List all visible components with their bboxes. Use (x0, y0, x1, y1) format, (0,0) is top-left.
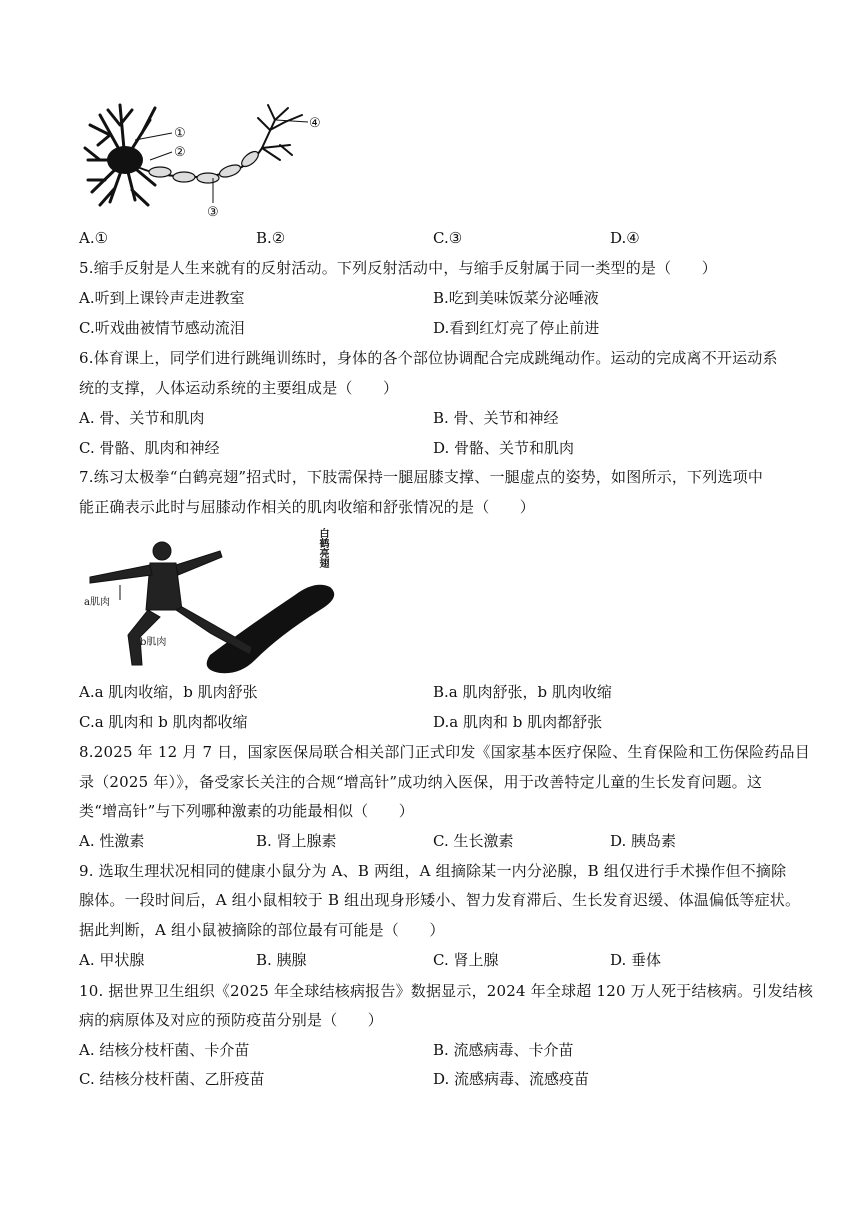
q8-option-c: C. 生长激素 (433, 832, 514, 850)
tai-chi-caption: 白鹤亮翅 (317, 528, 328, 568)
q5-stem: 5.缩手反射是人生来就有的反射活动。下列反射活动中，与缩手反射属于同一类型的是（ ） (79, 259, 717, 277)
q9-stem-line-1: 9. 选取生理状况相同的健康小鼠分为 A、B 两组，A 组摘除某一内分泌腺，B 组仅进行手术操作但不摘除 (79, 862, 787, 880)
q8-stem-line-2: 录（2025 年）》，备受家长关注的合规“增高针”成功纳入医保，用于改善特定儿童的生长发育问题。这 (79, 773, 763, 791)
q10-option-b: B. 流感病毒、卡介苗 (433, 1041, 574, 1059)
q7-stem-line-1: 7.练习太极拳“白鹤亮翅”招式时，下肢需保持一腿屈膝支撑、一腿虚点的姿势，如图所示，下列选项中 (79, 468, 764, 486)
neuron-label-4: ④ (309, 116, 321, 131)
q4-option-d: D.④ (610, 229, 640, 247)
q4-option-c: C.③ (433, 229, 463, 247)
tai-chi-figure (80, 525, 350, 675)
neuron-label-3: ③ (207, 205, 219, 220)
q10-option-c: C. 结核分枝杆菌、乙肝疫苗 (79, 1070, 265, 1088)
neuron-figure (80, 100, 330, 220)
q5-option-a: A.听到上课铃声走进教室 (79, 289, 245, 307)
q9-option-d: D. 垂体 (610, 951, 662, 969)
q9-option-a: A. 甲状腺 (79, 951, 145, 969)
q8-option-d: D. 胰岛素 (610, 832, 677, 850)
q8-option-a: A. 性激素 (79, 832, 145, 850)
q6-option-a: A. 骨、关节和肌肉 (79, 409, 205, 427)
q6-option-b: B. 骨、关节和神经 (433, 409, 559, 427)
q5-option-d: D.看到红灯亮了停止前进 (433, 319, 600, 337)
q4-option-b: B.② (256, 229, 286, 247)
q5-option-c: C.听戏曲被情节感动流泪 (79, 319, 245, 337)
neuron-label-2: ② (174, 145, 186, 160)
q9-stem-line-3: 据此判断，A 组小鼠被摘除的部位最有可能是（ ） (79, 921, 445, 939)
q7-option-a: A.a 肌肉收缩，b 肌肉舒张 (79, 683, 258, 701)
q10-option-a: A. 结核分枝杆菌、卡介苗 (79, 1041, 250, 1059)
q10-option-d: D. 流感病毒、流感疫苗 (433, 1070, 590, 1088)
q9-option-c: C. 肾上腺 (433, 951, 499, 969)
muscle-a-label: a肌肉 (84, 597, 110, 608)
q8-stem-line-1: 8.2025 年 12 月 7 日，国家医保局联合相关部门正式印发《国家基本医疗保险、生育保险和工伤保险药品目 (79, 743, 810, 761)
q10-stem-line-1: 10. 据世界卫生组织《2025 年全球结核病报告》数据显示，2024 年全球超 120 万人死于结核病。引发结核 (79, 982, 814, 1000)
q6-option-d: D. 骨骼、关节和肌肉 (433, 439, 575, 457)
q9-option-b: B. 胰腺 (256, 951, 307, 969)
q7-option-b: B.a 肌肉舒张，b 肌肉收缩 (433, 683, 612, 701)
q6-stem-line-2: 统的支撑，人体运动系统的主要组成是（ ） (79, 379, 399, 397)
q8-option-b: B. 肾上腺素 (256, 832, 337, 850)
q5-option-b: B.吃到美味饭菜分泌唾液 (433, 289, 599, 307)
muscle-b-label: b肌肉 (140, 637, 167, 648)
q7-option-c: C.a 肌肉和 b 肌肉都收缩 (79, 713, 248, 731)
q6-option-c: C. 骨骼、肌肉和神经 (79, 439, 220, 457)
q10-stem-line-2: 病的病原体及对应的预防疫苗分别是（ ） (79, 1011, 384, 1029)
q7-stem-line-2: 能正确表示此时与屈膝动作相关的肌肉收缩和舒张情况的是（ ） (79, 498, 536, 516)
q6-stem-line-1: 6.体育课上，同学们进行跳绳训练时，身体的各个部位协调配合完成跳绳动作。运动的完成离不开运动系 (79, 349, 778, 367)
q8-stem-line-3: 类“增高针”与下列哪种激素的功能最相似（ ） (79, 802, 414, 820)
q4-option-a: A.① (79, 229, 109, 247)
neuron-label-1: ① (174, 126, 186, 141)
q9-stem-line-2: 腺体。一段时间后，A 组小鼠相较于 B 组出现身形矮小、智力发育滞后、生长发育迟缓、体温偏低等症状。 (79, 891, 801, 909)
q7-option-d: D.a 肌肉和 b 肌肉都舒张 (433, 713, 603, 731)
